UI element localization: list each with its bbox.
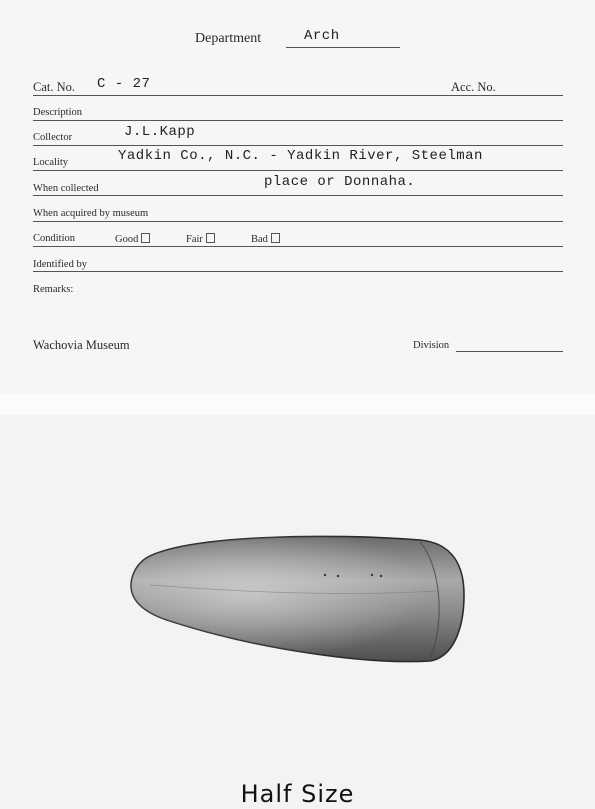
catalog-card bbox=[0, 0, 595, 394]
locality-label: Locality bbox=[33, 157, 68, 168]
collector-label: Collector bbox=[33, 132, 73, 143]
when-acquired-label: When acquired by museum bbox=[33, 208, 149, 219]
remarks-label: Remarks: bbox=[33, 284, 74, 295]
museum-name: Wachovia Museum bbox=[33, 338, 130, 352]
good-checkbox bbox=[141, 233, 150, 243]
condition-label: Condition bbox=[33, 233, 76, 244]
stone-celt-drawing-icon bbox=[0, 415, 595, 809]
when-collected-label: When collected bbox=[33, 183, 99, 194]
cat-no-label: Cat. No. bbox=[33, 80, 76, 94]
drawing-sheet bbox=[0, 415, 595, 809]
identified-by-label: Identified by bbox=[33, 259, 87, 270]
condition-fair: Fair bbox=[186, 233, 215, 245]
when-collected-rule bbox=[33, 195, 563, 196]
description-rule bbox=[33, 120, 563, 121]
division-rule bbox=[456, 351, 563, 352]
condition-good: Good bbox=[115, 233, 150, 245]
department-label: Department bbox=[195, 31, 262, 46]
bad-checkbox bbox=[271, 233, 280, 243]
department-value: Arch bbox=[304, 28, 340, 44]
collector-value: J.L.Kapp bbox=[124, 124, 196, 140]
page-gap bbox=[0, 394, 595, 415]
cat-no-rule bbox=[33, 95, 563, 96]
condition-bad: Bad bbox=[251, 233, 280, 245]
cat-no-value: C - 27 bbox=[97, 76, 151, 92]
acc-no-label: Acc. No. bbox=[451, 80, 496, 94]
department-rule bbox=[286, 47, 400, 48]
collector-rule bbox=[33, 145, 563, 146]
fair-checkbox bbox=[206, 233, 215, 243]
locality-value-line2: place or Donnaha. bbox=[264, 174, 416, 190]
drawing-caption: Half Size bbox=[240, 780, 355, 808]
locality-value-line1: Yadkin Co., N.C. - Yadkin River, Steelman bbox=[118, 148, 483, 164]
condition-rule bbox=[33, 246, 563, 247]
locality-rule bbox=[33, 170, 563, 171]
identified-by-rule bbox=[33, 271, 563, 272]
division-label: Division bbox=[413, 340, 450, 351]
description-label: Description bbox=[33, 107, 82, 118]
when-acquired-rule bbox=[33, 221, 563, 222]
